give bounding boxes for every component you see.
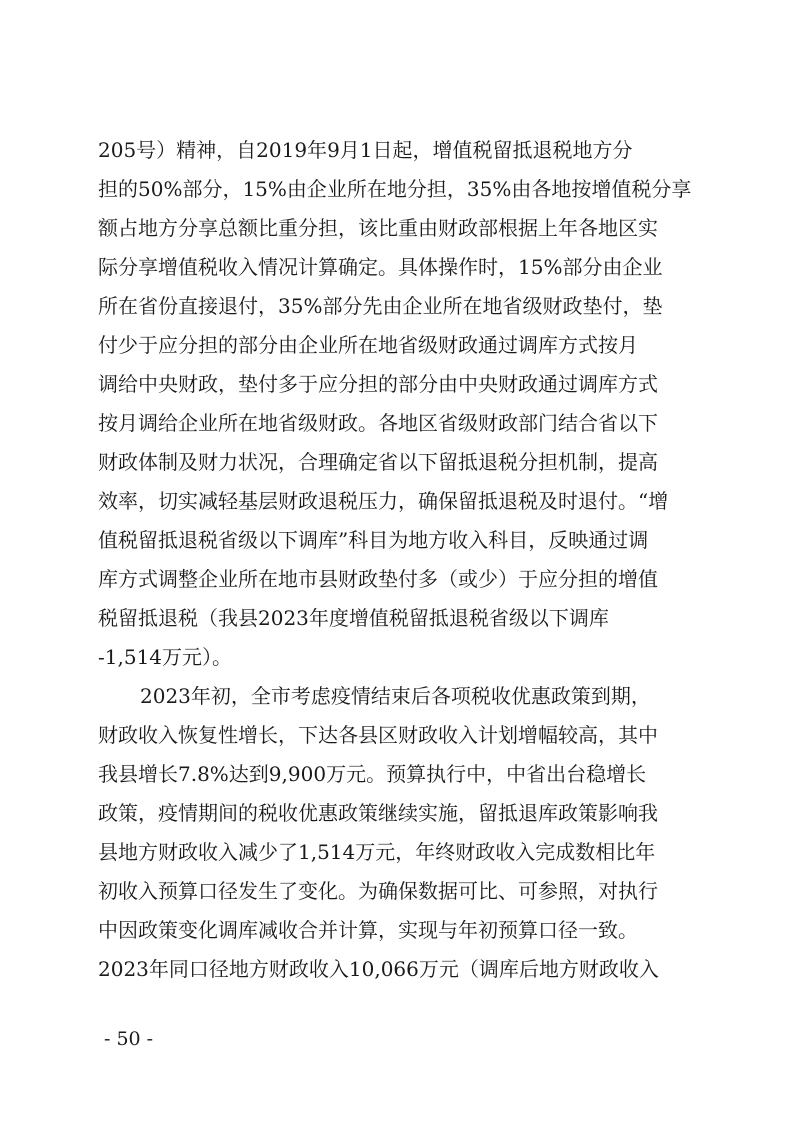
text-line: 2023年同口径地方财政收入10,066万元（调库后地方财政收入 — [98, 957, 659, 981]
text-line: 政策，疫情期间的税收优惠政策继续实施，留抵退库政策影响我 — [98, 801, 658, 825]
text-line: 205号）精神，自2019年9月1日起，增值税留抵退税地方分 — [98, 138, 633, 162]
text-line: 值税留抵退税省级以下调库”科目为地方收入科目，反映通过调 — [98, 528, 649, 552]
text-line: -1,514万元）。 — [98, 645, 233, 669]
text-line: 担的50%部分，15%由企业所在地分担，35%由各地按增值税分享 — [98, 177, 692, 201]
text-line: 县地方财政收入减少了1,514万元，年终财政收入完成数相比年 — [98, 840, 656, 864]
text-line: 额占地方分享总额比重分担，该比重由财政部根据上年各地区实 — [98, 216, 658, 240]
text-line: 初收入预算口径发生了变化。为确保数据可比、可参照，对执行 — [98, 879, 658, 903]
text-line: 财政收入恢复性增长，下达各县区财政收入计划增幅较高，其中 — [98, 723, 658, 747]
text-line: 调给中央财政，垫付多于应分担的部分由中央财政通过调库方式 — [98, 372, 658, 396]
text-line: 付少于应分担的部分由企业所在地省级财政通过调库方式按月 — [98, 333, 638, 357]
text-line: 效率，切实减轻基层财政退税压力，确保留抵退税及时退付。“增 — [98, 489, 669, 513]
text-line: 中因政策变化调库减收合并计算，实现与年初预算口径一致。 — [98, 918, 638, 942]
page-number: - 50 - — [104, 1028, 154, 1050]
text-line: 财政体制及财力状况，合理确定省以下留抵退税分担机制，提高 — [98, 450, 658, 474]
text-line: 我县增长7.8%达到9,900万元。预算执行中，中省出台稳增长 — [98, 762, 647, 786]
text-line: 所在省份直接退付，35%部分先由企业所在地省级财政垫付，垫 — [98, 294, 663, 318]
paragraph-first-line: 2023年初，全市考虑疫情结束后各项税收优惠政策到期， — [140, 684, 651, 708]
text-line: 际分享增值税收入情况计算确定。具体操作时，15%部分由企业 — [98, 255, 663, 279]
text-line: 库方式调整企业所在地市县财政垫付多（或少）于应分担的增值 — [98, 567, 658, 591]
text-line: 税留抵退税（我县2023年度增值税留抵退税省级以下调库 — [98, 606, 609, 630]
text-line: 按月调给企业所在地省级财政。各地区省级财政部门结合省以下 — [98, 411, 658, 435]
